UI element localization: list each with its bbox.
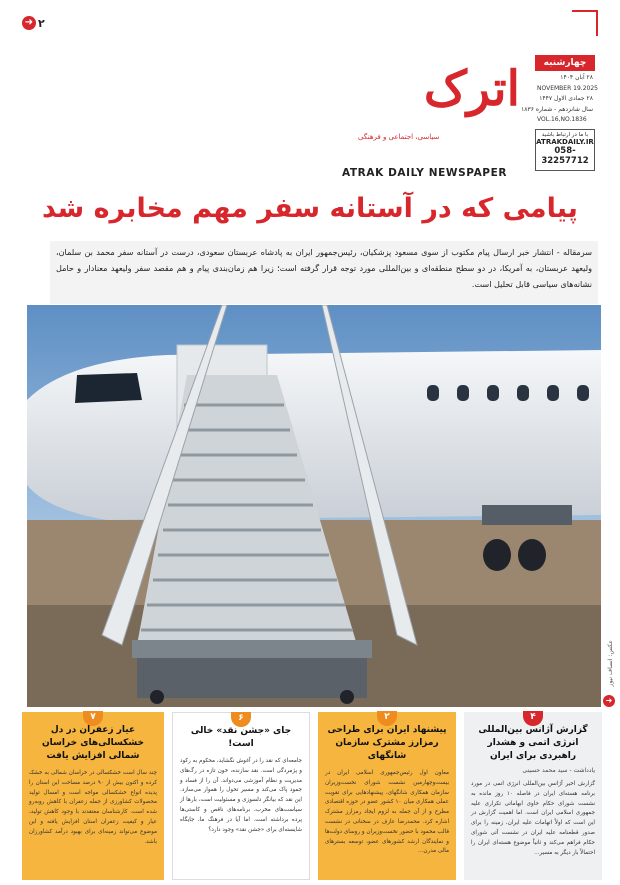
teaser-box-criticism[interactable] — [172, 712, 310, 880]
teaser-text: چند سال است خشکسالی در خراسان شمالی به خشک کرده و اکنون بیش از ۹۰ درصد مساحت این استان را پدیده انواع خشکسالی مواجه است و امسال تولید محصولات کشاورزی از جمله زعفران با کاهش روبه‌رو شده است. کارشناسان معتقدند با وجود کاهش تولید، عیار و کیفیت زعفران استان افزایش یافته و این موضوع می‌تواند زمینه‌ای برای بهبود درآمد کشاورزان باشد. — [29, 770, 157, 845]
volume-number: VOL.16,NO.1836 — [537, 116, 587, 123]
page-nav-arrow-icon[interactable]: ➜ — [22, 16, 36, 30]
website-link[interactable]: ATRAKDAILY.IR — [536, 138, 594, 146]
teaser-box-shanghai[interactable] — [318, 712, 456, 880]
persian-date: ۲۸ آبان ۱۴۰۴ — [560, 74, 593, 81]
teaser-boxes — [22, 712, 602, 880]
corner-mark — [572, 10, 598, 36]
teaser-box-iaea[interactable] — [464, 712, 602, 880]
masthead — [340, 55, 598, 180]
logo-text: اترک — [423, 61, 520, 117]
teaser-text: جامعه‌ای که نقد را در آغوش نگشاید، محکوم به رکود و پژمردگی است. نقد سازنده، خون تازه در رگ‌های مدیریت و نظام آموزشی می‌دواند. آن را از فساد و جمود پاک می‌کند و مسیر تحول را هموار می‌سازد. این نقد که بیانگر دلسوزی و مسئولیت است، بارها از سیاست‌های مخرب، برنامه‌های ناقص و کاستی‌ها پرده برداشته است. اما آیا در فرهنگ ما، جایگاه شایسته‌ای برای «جشن نقد» وجود دارد؟ — [180, 758, 302, 833]
weekday-label: چهارشنبه — [535, 55, 595, 71]
top-bar — [0, 0, 620, 40]
newspaper-logo[interactable] — [340, 61, 525, 155]
contact-label: با ما در ارتباط باشید — [541, 132, 589, 138]
teaser-page-number: ۶ — [231, 712, 251, 727]
contact-box — [535, 129, 595, 171]
main-photo[interactable] — [27, 305, 601, 707]
teaser-text: معاون اول رئیس‌جمهوری اسلامی ایران در بیست‌وچهارمین نشست شورای نخست‌وزیران سازمان همکاری شانگهای، پیشنهادهایی برای تقویت عملی همکاری میان ۱۰ کشور عضو در حوزه اقتصادی مطرح و از آن جمله به لزوم ایجاد رمزارز مشترک اشاره کرد. محمدرضا عارف در سخنانی در نشست قالب محمود با حضور نخست‌وزیران و روسای دولت‌ها و نمایندگان ارشد کشورهای عضو، توسعه بسترهای مالی مدرن... — [325, 770, 449, 855]
paper-name: ATRAK DAILY NEWSPAPER — [342, 167, 508, 179]
issue-number: سال شانزدهم - شماره ۱۸۳۶ — [521, 106, 593, 113]
phone-number: 058-32257712 — [541, 146, 589, 166]
teaser-page-number: ۲ — [377, 711, 397, 726]
teaser-title[interactable]: جای «جشن نقد» خالی است! — [190, 726, 292, 749]
continue-arrow-icon[interactable]: ➜ — [603, 695, 615, 707]
teaser-title[interactable]: عیار زعفران در دل خشکسالی‌های خراسان شمالی افزایش یافت — [42, 725, 144, 761]
date-box — [521, 55, 598, 175]
teaser-text: گزارش اخیر آژانس بین‌المللی انرژی اتمی در مورد برنامه هسته‌ای ایران در فاصله ۱۰ روز مانده به نشست شورای حکام حاوی ابهاماتی تکراری علیه جمهوری اسلامی ایران است. اما اهمیت گزارش در این است که اولاً اتهامات علیه ایران، زمینه را برای صدور قطعنامه علیه ایران در نشست آتی شورای حکام فراهم می‌کند و ثانیاً موضوع هسته‌ای ایران را احتمالاً بار دیگر به مسیر... — [471, 781, 595, 856]
teaser-box-saffron[interactable] — [22, 712, 164, 880]
teaser-page-number: ۷ — [83, 711, 103, 726]
main-headline[interactable]: پیامی که در آستانه سفر مهم مخابره شد — [42, 193, 578, 224]
logo-subtitle: سیاسی، اجتماعی و فرهنگی — [358, 133, 440, 141]
teaser-author: یادداشت - سید محمد حسینی — [522, 767, 595, 774]
airplane-stairs-image — [27, 305, 601, 707]
photo-credit: عکس: انصاف نیوز — [607, 640, 614, 687]
teaser-title[interactable]: پیشنهاد ایران برای طراحی رمزارز مشترک سازمان شانگهای — [327, 725, 447, 761]
lunar-date: ۲۸ جمادی الاول ۱۴۴۷ — [539, 95, 593, 102]
teaser-page-number: ۴ — [523, 711, 543, 726]
page-number: ۲ — [38, 17, 45, 30]
teaser-title[interactable]: گزارش آژانس بین‌المللی انرژی اتمی و هشدار راهبردی برای ایران — [478, 725, 588, 761]
gregorian-date: NOVEMBER 19.2025 — [537, 85, 598, 92]
lead-paragraph: سرمقاله - انتشار خبر ارسال پیام مکتوب از سوی مسعود پزشکیان، رئیس‌جمهور ایران به پادشاه عربستان سعودی، درست در آستانه سفر محمد بن سلمان، ولیعهد عربستان، به آمریکا، در دو سطح منطقه‌ای و بین‌المللی مورد توجه قرار گرفته است؛ زیرا هم زمان‌بندی پیام و هم مقصد سفر ولیعهد معنادار و حامل نشانه‌های سیاسی قابل تحلیل است. — [50, 241, 598, 304]
